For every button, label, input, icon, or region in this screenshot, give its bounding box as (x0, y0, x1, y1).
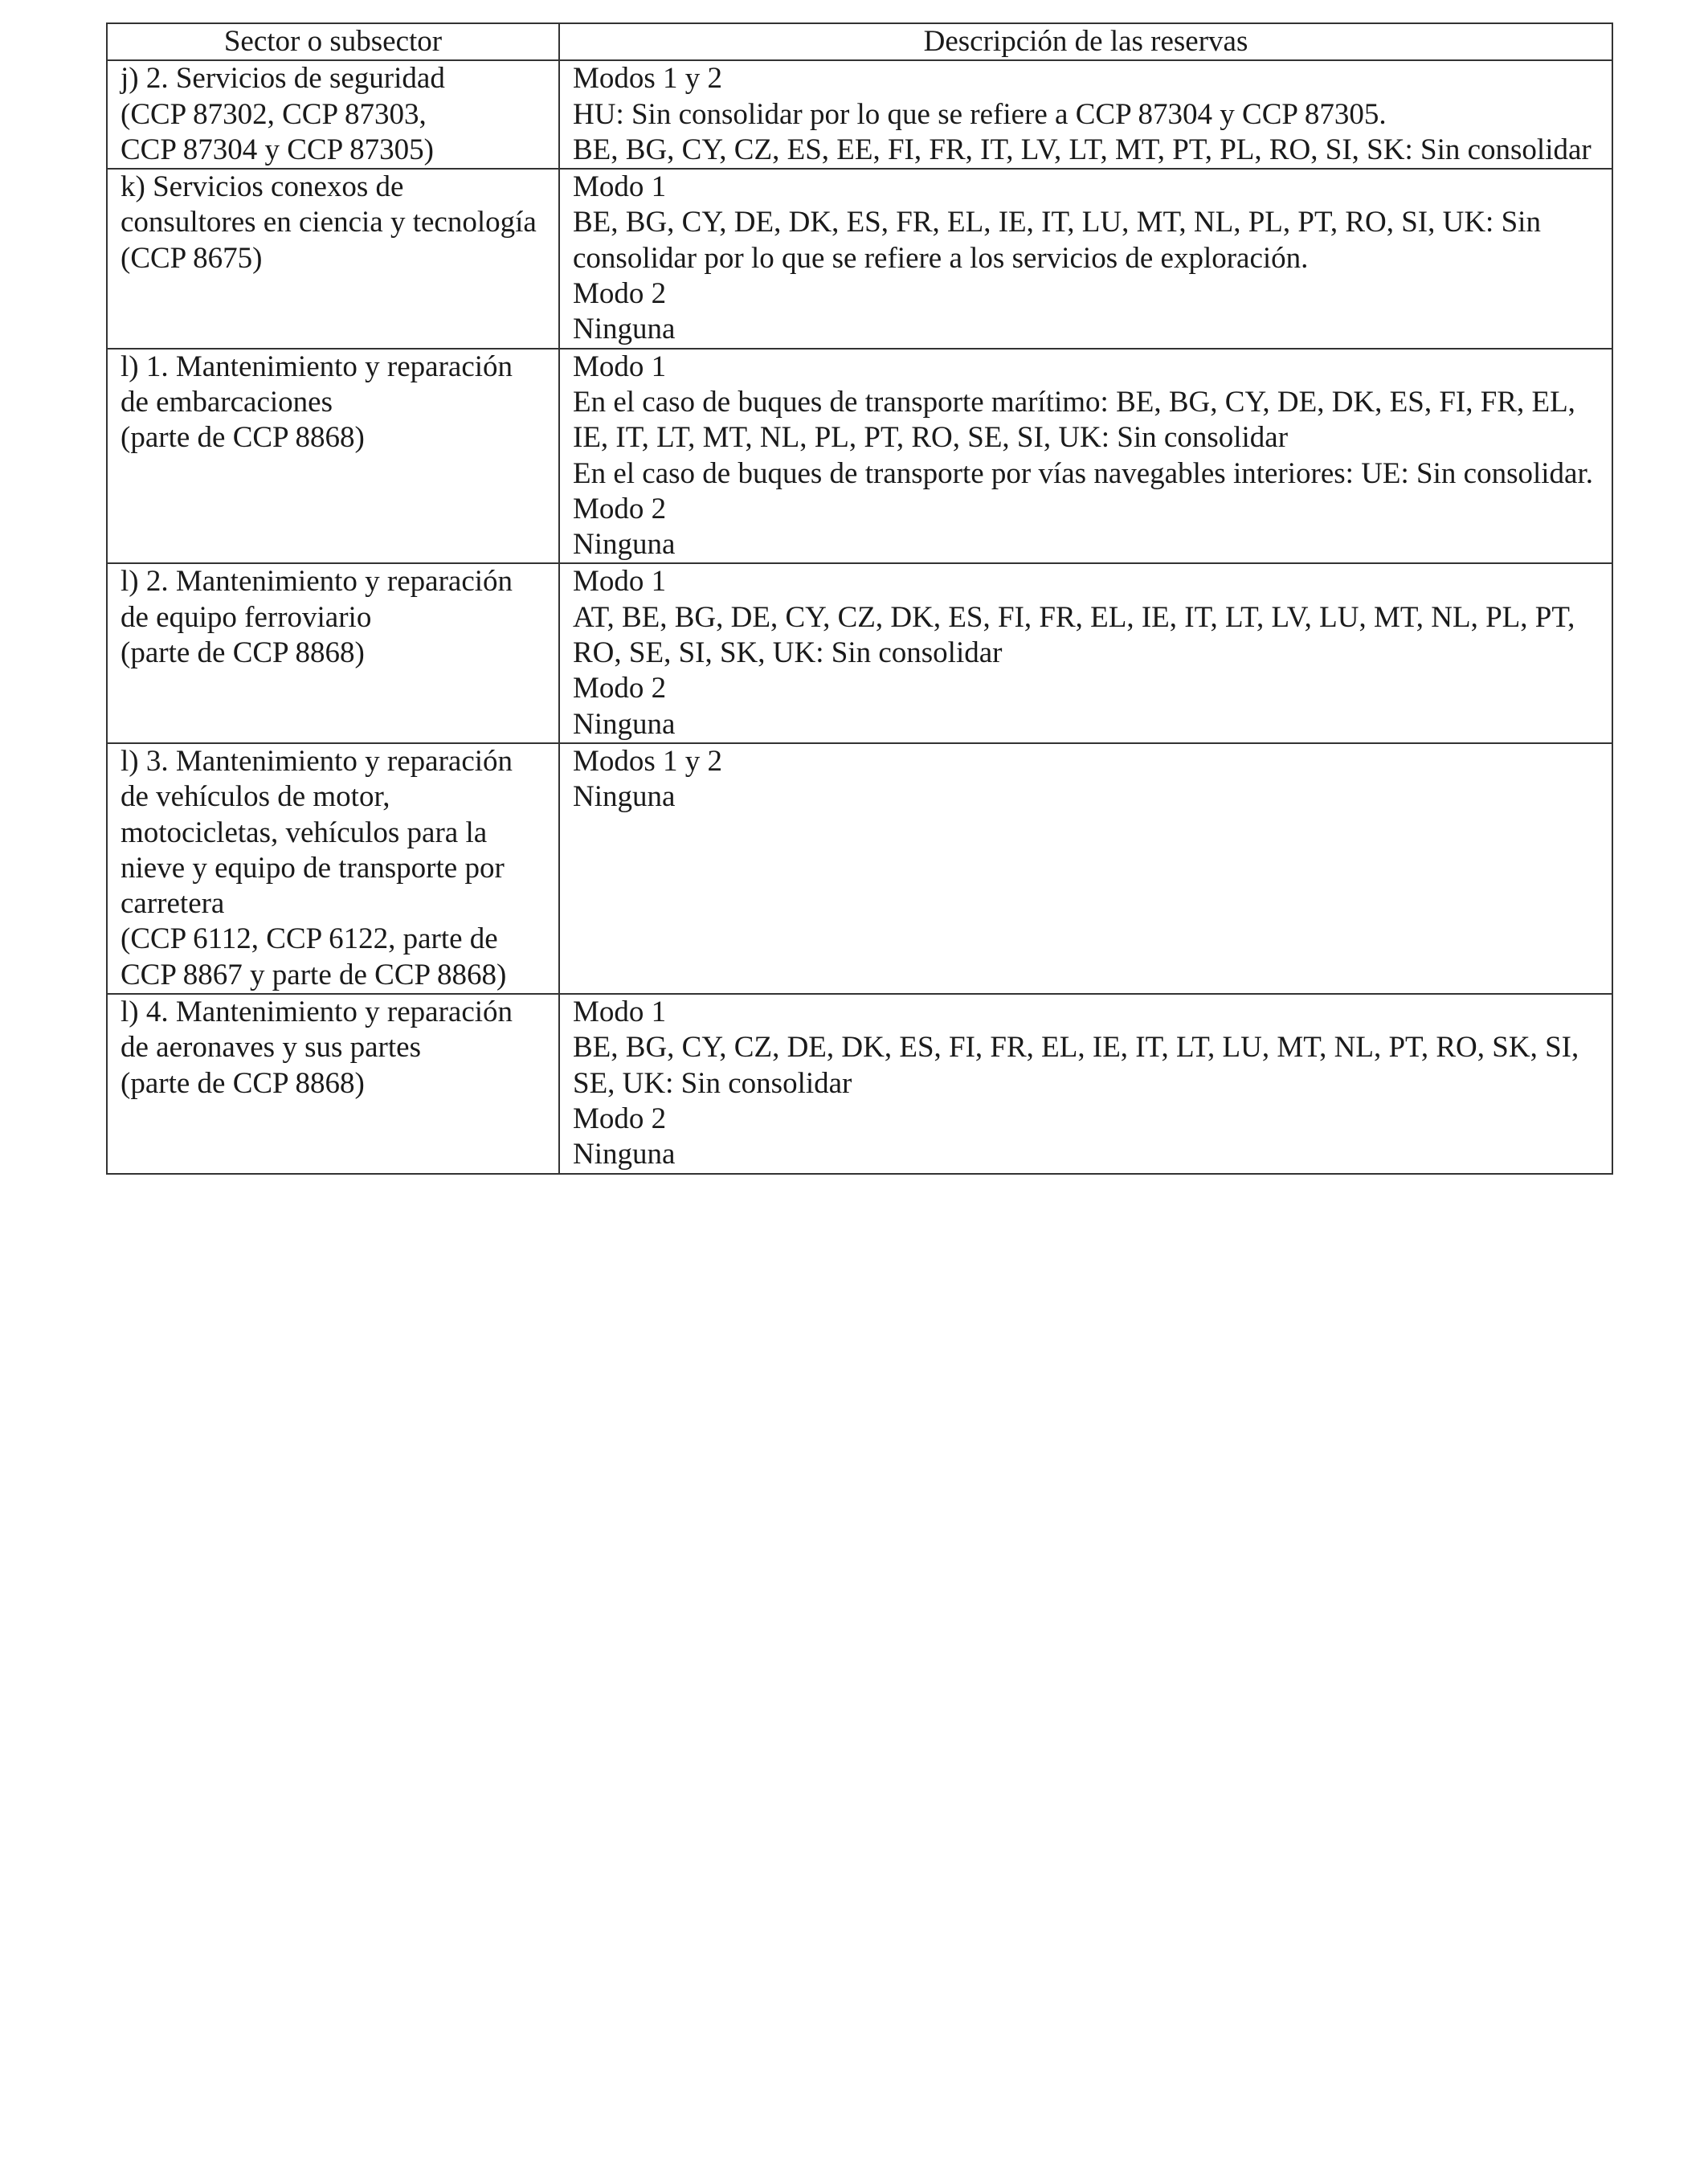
description-line: Modo 2 (573, 492, 667, 525)
sector-cell (107, 60, 559, 169)
description-line: Ninguna (573, 1138, 676, 1171)
sector-line: (CCP 6112, CCP 6122, parte de CCP 8867 y parte de CCP 8868) (121, 922, 507, 991)
sector-line: l) 3. Mantenimiento y reparación de vehículos de motor, motocicletas, vehículos para la nieve y equipo de transporte por carretera (121, 744, 513, 921)
description-line: Modos 1 y 2 (573, 744, 723, 778)
description-line: En el caso de buques de transporte por vías navegables interiores: UE: Sin consolidar. (573, 456, 1593, 490)
sector-line: (parte de CCP 8868) (121, 1066, 365, 1100)
sector-line: (CCP 8675) (121, 241, 263, 275)
table-row (107, 994, 1612, 1173)
description-line: BE, BG, CY, DE, DK, ES, FR, EL, IE, IT, LU, MT, NL, PL, PT, RO, SI, UK: Sin consolidar por lo que se refiere a los servicios de exploración. (573, 206, 1541, 275)
description-line: BE, BG, CY, CZ, ES, EE, FI, FR, IT, LV, LT, MT, PT, PL, RO, SI, SK: Sin consolidar (573, 133, 1592, 166)
table-row (107, 743, 1612, 994)
description-cell (559, 994, 1612, 1173)
sector-line: CCP 87304 y CCP 87305) (121, 133, 434, 166)
table-header-row (107, 23, 1612, 60)
description-line: BE, BG, CY, CZ, DE, DK, ES, FI, FR, EL, IE, IT, LT, LU, MT, NL, PT, RO, SK, SI, SE, UK: Sin consolidar (573, 1031, 1579, 1100)
description-line: Modo 2 (573, 277, 667, 311)
description-line: Ninguna (573, 313, 676, 346)
description-line: Modo 2 (573, 672, 667, 705)
sector-line: (parte de CCP 8868) (121, 636, 365, 670)
description-cell (559, 349, 1612, 564)
description-cell (559, 169, 1612, 348)
sector-cell (107, 743, 559, 994)
description-line: Modo 1 (573, 995, 667, 1029)
description-cell (559, 743, 1612, 994)
sector-line: (CCP 87302, CCP 87303, (121, 97, 427, 131)
sector-line: (parte de CCP 8868) (121, 421, 365, 455)
table-row (107, 60, 1612, 169)
table-row (107, 169, 1612, 348)
description-cell (559, 60, 1612, 169)
sector-line: j) 2. Servicios de seguridad (121, 62, 445, 96)
description-line: En el caso de buques de transporte marítimo: BE, BG, CY, DE, DK, ES, FI, FR, EL, IE, IT, LT, MT, NL, PL, PT, RO, SE, SI, UK: Sin consolidar (573, 385, 1575, 455)
description-line: HU: Sin consolidar por lo que se refiere a CCP 87304 y CCP 87305. (573, 97, 1387, 131)
sector-line: l) 4. Mantenimiento y reparación de aeronaves y sus partes (121, 995, 513, 1065)
sector-cell (107, 169, 559, 348)
description-line: Modos 1 y 2 (573, 62, 723, 96)
document-page (106, 22, 1612, 1175)
table-row (107, 563, 1612, 742)
sector-line: k) Servicios conexos de consultores en ciencia y tecnología (121, 170, 537, 239)
table-row (107, 349, 1612, 564)
column-header-descripcion: Descripción de las reservas (559, 23, 1612, 60)
sector-cell (107, 349, 559, 564)
description-cell (559, 563, 1612, 742)
description-line: AT, BE, BG, DE, CY, CZ, DK, ES, FI, FR, EL, IE, IT, LT, LV, LU, MT, NL, PL, PT, RO, SE, SI, SK, UK: Sin consolidar (573, 600, 1575, 670)
sector-line: l) 2. Mantenimiento y reparación de equipo ferroviario (121, 565, 513, 634)
sector-cell (107, 563, 559, 742)
reservations-table (106, 22, 1613, 1175)
description-line: Ninguna (573, 780, 676, 814)
description-line: Modo 2 (573, 1102, 667, 1135)
sector-cell (107, 994, 559, 1173)
description-line: Ninguna (573, 528, 676, 562)
description-line: Modo 1 (573, 350, 667, 383)
sector-line: l) 1. Mantenimiento y reparación de embarcaciones (121, 350, 513, 419)
description-line: Modo 1 (573, 170, 667, 204)
description-line: Modo 1 (573, 565, 667, 599)
description-line: Ninguna (573, 707, 676, 741)
column-header-sector: Sector o subsector (107, 23, 559, 60)
